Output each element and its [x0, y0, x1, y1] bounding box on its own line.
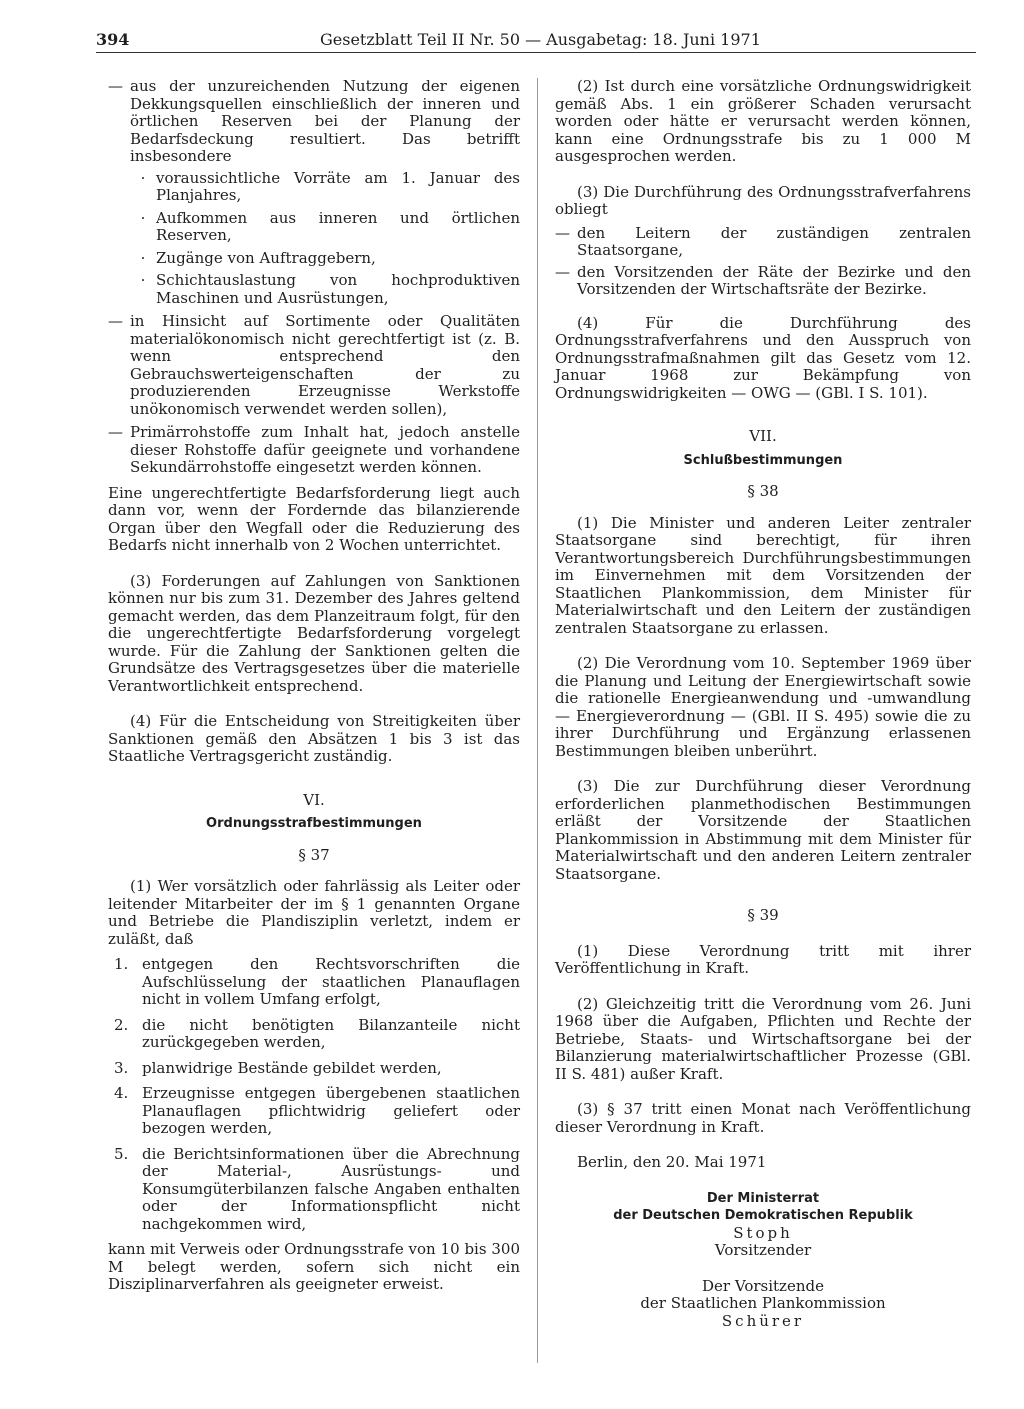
dash-item: — den Vorsitzenden der Räte der Bezirke und den Vorsitzenden der Wirtschaftsräte der Bezirke.	[555, 262, 971, 298]
numbered-item	[114, 1017, 520, 1052]
left-column	[108, 78, 520, 1294]
bullet-text: voraussichtliche Vorräte am 1. Januar des Planjahres,	[156, 168, 520, 204]
signatory-name: Stoph	[733, 1223, 793, 1242]
section-number: VI.	[303, 790, 325, 809]
running-head: Gesetzblatt Teil II Nr. 50 — Ausgabetag: 18. Juni 1971	[320, 30, 761, 49]
dash-text: aus der unzureichenden Nutzung der eigenen Dekkungsquellen einschließlich der inneren und örtlichen Reserven bei der Planung der Bedarfsdeckung resultiert. Das betrifft insbesondere	[130, 77, 520, 165]
dash-item: — Primärrohstoffe zum Inhalt hat, jedoch anstelle dieser Rohstoffe dafür geeignete und vorhandene Sekundärrohstoffe eingesetzt werden können.	[108, 423, 520, 476]
bullet-text: Zugänge von Auftraggebern,	[156, 248, 376, 267]
dash-text: den Leitern der zuständigen zentralen Staatsorgane,	[577, 223, 971, 259]
signatory-name: Schürer	[721, 1311, 805, 1330]
item-number: 4.	[114, 1084, 129, 1102]
place-date: Berlin, den 20. Mai 1971	[577, 1153, 767, 1171]
paragraph: (2) Gleichzeitig tritt die Verordnung vom 26. Juni 1968 über die Aufgaben, Pflichten und Rechte der Betriebe, Staats- und Wirtschaftsorgane bei der Bilanzierung materialwirtschaftlicher Prozesse (GBl. II S. 481) außer Kraft.	[555, 994, 971, 1083]
page-header	[96, 28, 976, 53]
signature-block	[555, 1190, 971, 1331]
paragraph: (3) Die zur Durchführung dieser Verordnung erforderlichen planmethodischen Bestimmungen erläßt der Vorsitzende der Staatlichen Plankommission in Abstimmung mit dem Minister für Materialwirtschaft und den anderen Leitern zentraler Staatsorgane.	[555, 777, 971, 883]
item-text: die Berichtsinformationen über die Abrechnung der Material-, Ausrüstungs- und Konsumgüterbilanzen falsche Angaben enthalten oder der Informationspflicht nicht nachgekommen wird,	[142, 1144, 520, 1233]
dash-text: in Hinsicht auf Sortimente oder Qualitäten materialökonomisch nicht gerechtfertigt ist (z. B. wenn entsprechend den Gebrauchswerteigenschaften der zu produzierenden Erzeugnisse Werkstoffe unökonomisch verwendet werden sollen),	[130, 312, 520, 418]
paragraph-sign: § 37	[298, 845, 330, 864]
paragraph: (2) Ist durch eine vorsätzliche Ordnungswidrigkeit gemäß Abs. 1 ein größerer Schaden verursacht worden oder hätte er verursacht werden können, kann eine Ordnungsstrafe bis zu 1 000 M ausgesprochen werden.	[555, 77, 971, 165]
dash-text: Primärrohstoffe zum Inhalt hat, jedoch anstelle dieser Rohstoffe dafür geeignete und vorhandene Sekundärrohstoffe eingesetzt werden können.	[130, 423, 520, 476]
dash-item: — den Leitern der zuständigen zentralen Staatsorgane,	[555, 223, 971, 259]
signatory-org: der Deutschen Demokratischen Republik	[613, 1208, 913, 1223]
item-number: 3.	[114, 1058, 129, 1077]
bullet-item: · Schichtauslastung von hochproduktiven Maschinen und Ausrüstungen,	[140, 271, 520, 307]
bullet-text: Aufkommen aus inneren und örtlichen Reserven,	[156, 208, 520, 244]
paragraph: (4) Für die Durchführung des Ordnungsstrafverfahrens und den Ausspruch von Ordnungsstrafmaßnahmen gilt das Gesetz vom 12. Januar 1968 zur Bekämpfung von Ordnungswidrigkeiten — OWG — (GBl. I S. 101).	[555, 313, 971, 402]
section-number: VII.	[749, 427, 777, 445]
bullet-text: Schichtauslastung von hochproduktiven Maschinen und Ausrüstungen,	[156, 271, 520, 307]
item-text: die nicht benötigten Bilanzanteile nicht zurückgegeben werden,	[142, 1015, 520, 1051]
numbered-item	[114, 956, 520, 1009]
paragraph: (1) Diese Verordnung tritt mit ihrer Veröffentlichung in Kraft.	[555, 941, 971, 977]
paragraph: (4) Für die Entscheidung von Streitigkeiten über Sanktionen gemäß den Absätzen 1 bis 3 ist das Staatliche Vertragsgericht zuständig.	[108, 712, 520, 765]
paragraph-sign: § 38	[747, 482, 779, 500]
item-text: Erzeugnisse entgegen übergebenen staatlichen Planauflagen pflichtwidrig geliefert oder bezogen werden,	[142, 1084, 520, 1137]
signatory-org: Der Ministerrat	[706, 1190, 820, 1206]
column-divider	[537, 78, 538, 1363]
item-text: entgegen den Rechtsvorschriften die Aufschlüsselung der staatlichen Planauflagen nicht in vollem Umfang erfolgt,	[142, 955, 520, 1008]
paragraph: (1) Die Minister und anderen Leiter zentraler Staatsorgane sind berechtigt, für ihren Verantwortungsbereich Durchführungsbestimmungen im Einvernehmen mit dem Vorsitzenden der Staatlichen Plankommission, dem Minister für Materialwirtschaft und den Leitern der zuständigen zentralen Staatsorgane zu erlassen.	[555, 513, 971, 637]
signatory-title: Vorsitzender	[714, 1241, 812, 1259]
paragraph: kann mit Verweis oder Ordnungsstrafe von 10 bis 300 M belegt werden, sofern sich nicht ein Disziplinarverfahren als geeigneter erweist.	[108, 1240, 520, 1293]
item-number: 1.	[114, 955, 129, 973]
dash-item: — aus der unzureichenden Nutzung der eigenen Dekkungsquellen einschließlich der inneren und örtlichen Reserven bei der Planung der Bedarfsdeckung resultiert. Das betrifft insbesondere	[108, 77, 520, 165]
paragraph: (3) Die Durchführung des Ordnungsstrafverfahrens obliegt	[555, 182, 971, 218]
dash-text: den Vorsitzenden der Räte der Bezirke und den Vorsitzenden der Wirtschaftsräte der Bezirke.	[577, 262, 971, 298]
paragraph: (3) § 37 tritt einen Monat nach Veröffentlichung dieser Verordnung in Kraft.	[555, 1100, 971, 1136]
dash-item: — in Hinsicht auf Sortimente oder Qualitäten materialökonomisch nicht gerechtfertigt ist (z. B. wenn entsprechend den Gebrauchswerteigenschaften der zu produzierenden Erzeugnisse Werkstoffe unökonomisch verwendet werden sollen),	[108, 312, 520, 418]
numbered-item	[114, 1146, 520, 1234]
item-text: planwidrige Bestände gebildet werden,	[142, 1058, 442, 1077]
paragraph: (1) Wer vorsätzlich oder fahrlässig als Leiter oder leitender Mitarbeiter der im § 1 genannten Organe und Betriebe die Plandisziplin verletzt, indem er zuläßt, daß	[108, 877, 520, 948]
bullet-item: · Aufkommen aus inneren und örtlichen Reserven,	[140, 208, 520, 244]
section-title: Ordnungsstrafbestimmungen	[206, 816, 422, 831]
signatory-title: Der Vorsitzende	[702, 1276, 824, 1295]
right-column	[555, 78, 971, 1330]
paragraph: (3) Forderungen auf Zahlungen von Sanktionen können nur bis zum 31. Dezember des Jahres geltend gemacht werden, das dem Planzeitraum folgt, für den die ungerechtfertigte Bedarfsforderung vorgelegt wurde. Für die Zahlung der Sanktionen gelten die Grundsätze des Vertragsgesetzes über die materielle Verantwortlichkeit entsprechend.	[108, 571, 520, 695]
paragraph: (2) Die Verordnung vom 10. September 1969 über die Planung und Leitung der Energiewirtschaft sowie die rationelle Energieanwendung und -umwandlung — Energieverordnung — (GBl. II S. 495) sowie die zu ihrer Durchführung und Ergänzung erlassenen Bestimmungen bleiben unberührt.	[555, 654, 971, 760]
page-number: 394	[96, 30, 130, 49]
numbered-item	[114, 1060, 520, 1078]
numbered-item	[114, 1085, 520, 1138]
paragraph-sign: § 39	[747, 906, 779, 924]
bullet-item: · Zugänge von Auftraggebern,	[130, 250, 520, 268]
item-number: 5.	[114, 1144, 129, 1163]
item-number: 2.	[114, 1015, 129, 1034]
bullet-item: · voraussichtliche Vorräte am 1. Januar des Planjahres,	[140, 168, 520, 204]
signatory-title: der Staatlichen Plankommission	[640, 1294, 886, 1312]
paragraph: Eine ungerechtfertigte Bedarfsforderung liegt auch dann vor, wenn der Fordernde das bilanzierende Organ über den Wegfall oder die Reduzierung des Bedarfs nicht innerhalb von 2 Wochen unterrichtet.	[108, 483, 520, 554]
section-title: Schlußbestimmungen	[683, 452, 843, 468]
